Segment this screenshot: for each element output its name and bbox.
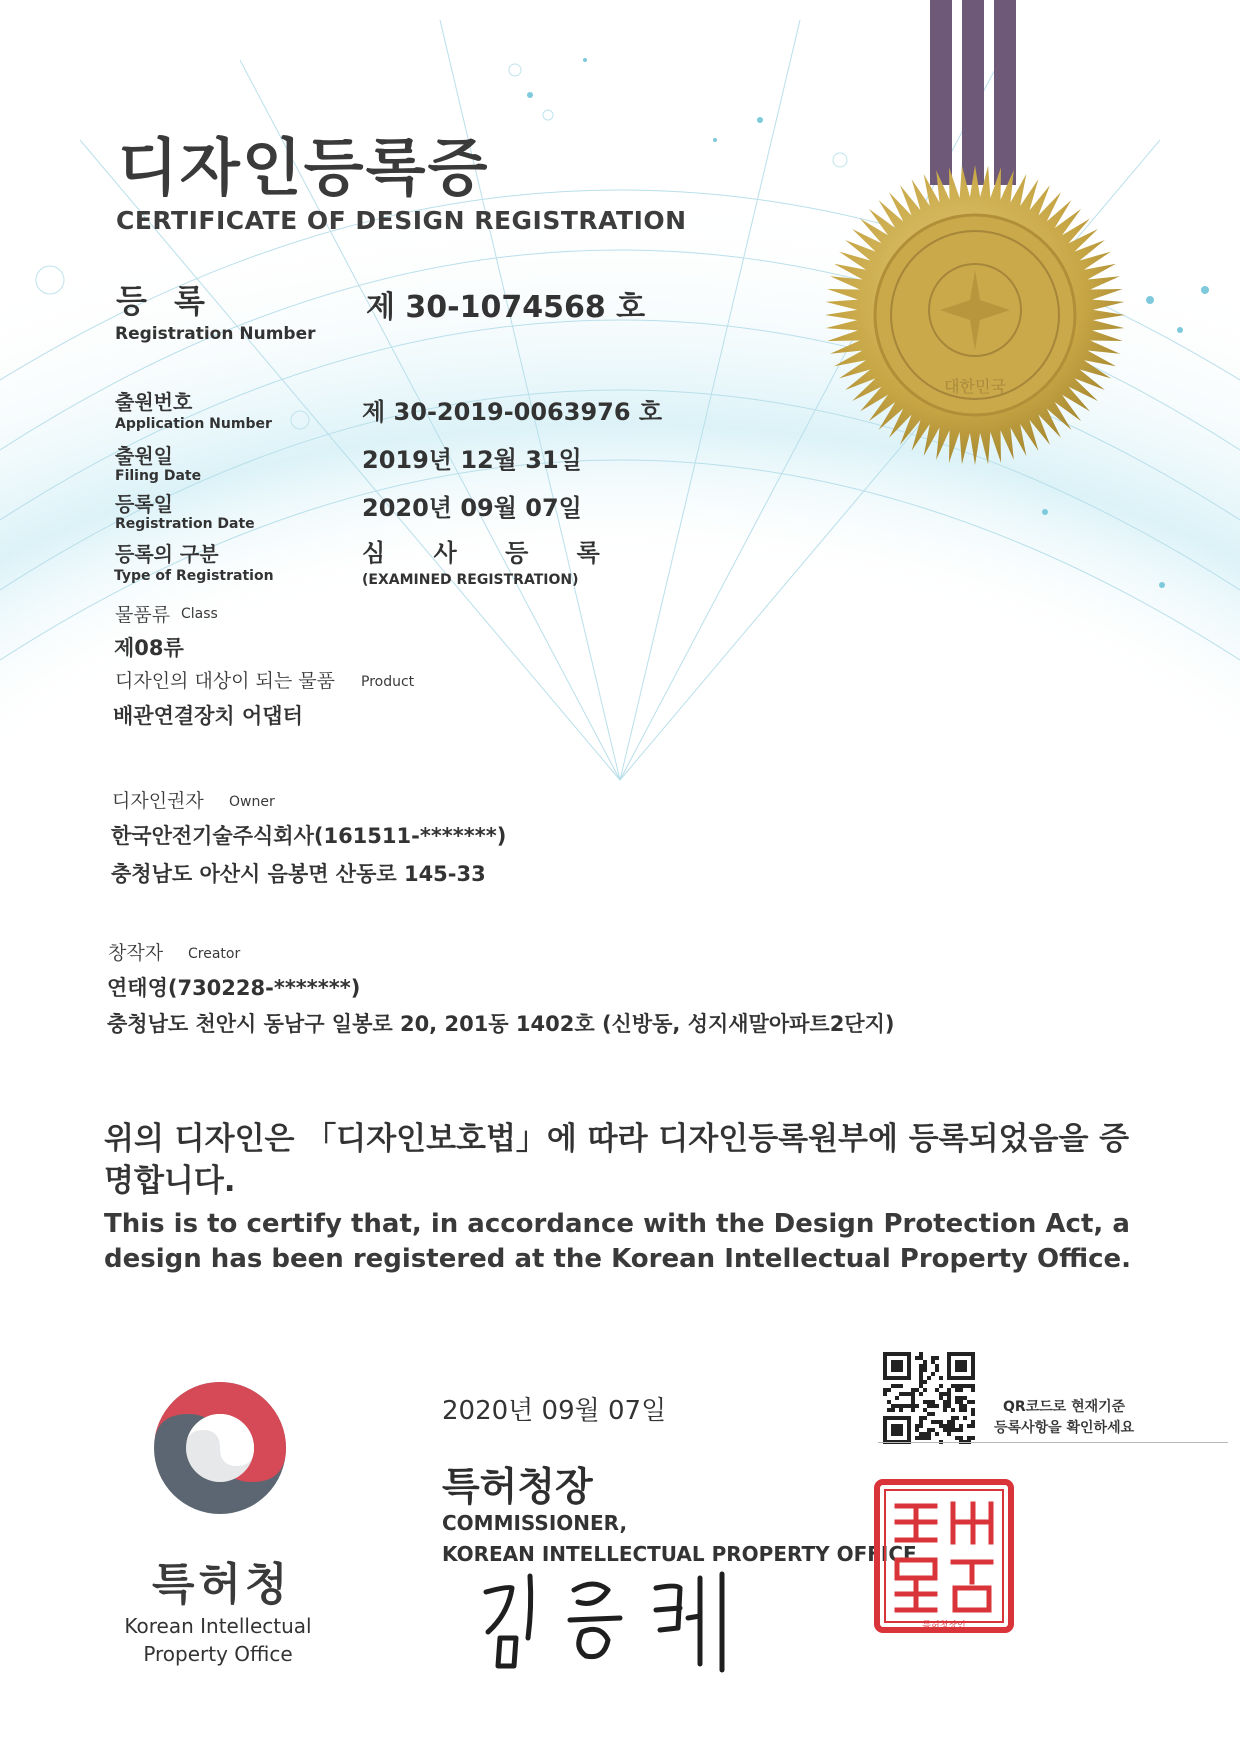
issue-date: 2020년 09월 07일 <box>442 1396 667 1426</box>
application-label-kr: 출원번호 <box>115 390 193 414</box>
creator-label-en: Creator <box>188 946 241 962</box>
signature-icon <box>478 1568 748 1678</box>
creator-name: 연태영(730228-*******) <box>107 976 361 1000</box>
product-label-kr: 디자인의 대상이 되는 물품 <box>115 670 336 692</box>
owner-label-en: Owner <box>229 794 275 810</box>
commissioner-title-en-line2: KOREAN INTELLECTUAL PROPERTY OFFICE <box>442 1542 917 1566</box>
filing-label-en: Filing Date <box>115 468 202 484</box>
registration-number: 제 30-1074568 호 <box>366 290 646 325</box>
footer-divider <box>878 1442 1228 1443</box>
registration-date: 2020년 09월 07일 <box>362 494 582 522</box>
registration-label-kr: 등 록 <box>116 282 213 320</box>
kipo-logo-icon <box>150 1378 290 1518</box>
class-label-kr: 물품류 <box>115 604 171 626</box>
title-korean: 디자인등록증 <box>118 131 490 204</box>
seal-text: 특허청장인 <box>922 1621 966 1631</box>
qr-code-icon[interactable] <box>883 1352 975 1444</box>
gold-seal-icon <box>820 160 1130 470</box>
type-label-en: Type of Registration <box>114 568 274 584</box>
kipo-name-kr: 특허청 <box>152 1559 292 1610</box>
application-number: 제 30-2019-0063976 호 <box>362 398 663 426</box>
filing-label-kr: 출원일 <box>115 444 173 468</box>
commissioner-title-en-line1: COMMISSIONER, <box>442 1511 628 1535</box>
registration-type: 심 사 등 록 <box>362 539 620 567</box>
ribbon-icon <box>924 0 1022 185</box>
commissioner-title-en <box>442 1508 917 1570</box>
certification-statement-kr: 위의 디자인은 「디자인보호법」에 따라 디자인등록원부에 등록되었음을 증명합니다. <box>104 1121 1130 1199</box>
product-value: 배관연결장치 어댑터 <box>113 704 303 728</box>
kipo-name-en: Korean Intellectual Property Office <box>124 1614 312 1666</box>
product-label-en: Product <box>361 674 415 690</box>
owner-name: 한국안전기술주식회사(161511-*******) <box>111 824 507 848</box>
qr-instruction-line2: 등록사항을 확인하세요 <box>994 1420 1135 1436</box>
filing-date: 2019년 12월 31일 <box>362 446 582 474</box>
official-seal-icon <box>873 1478 1015 1634</box>
qr-instruction <box>994 1397 1134 1439</box>
qr-instruction-line1: QR코드로 현재기준 <box>1002 1399 1126 1415</box>
application-label-en: Application Number <box>115 416 272 432</box>
registration-type-en: (EXAMINED REGISTRATION) <box>362 572 579 588</box>
registration-date-label-en: Registration Date <box>115 516 255 532</box>
class-value: 제08류 <box>114 636 184 660</box>
type-label-kr: 등록의 구분 <box>115 542 219 566</box>
owner-label-kr: 디자인권자 <box>112 790 204 812</box>
registration-date-label-kr: 등록일 <box>115 492 173 516</box>
owner-address: 충청남도 아산시 음봉면 산동로 145-33 <box>111 862 486 886</box>
class-label-en: Class <box>181 606 218 622</box>
title-english: CERTIFICATE OF DESIGN REGISTRATION <box>116 206 687 235</box>
commissioner-title-kr: 특허청장 <box>442 1465 593 1510</box>
registration-label-en: Registration Number <box>115 324 316 344</box>
creator-label-kr: 창작자 <box>108 942 164 964</box>
creator-address: 충청남도 천안시 동남구 일봉로 20, 201동 1402호 (신방동, 성지새말아파트2단지) <box>107 1012 895 1036</box>
gold-seal-text: 대한민국 <box>944 377 1006 396</box>
certification-statement-en: This is to certify that, in accordance with the Design Protection Act, a design has been registered at the Korean Intellectual Property Office. <box>104 1209 1132 1274</box>
